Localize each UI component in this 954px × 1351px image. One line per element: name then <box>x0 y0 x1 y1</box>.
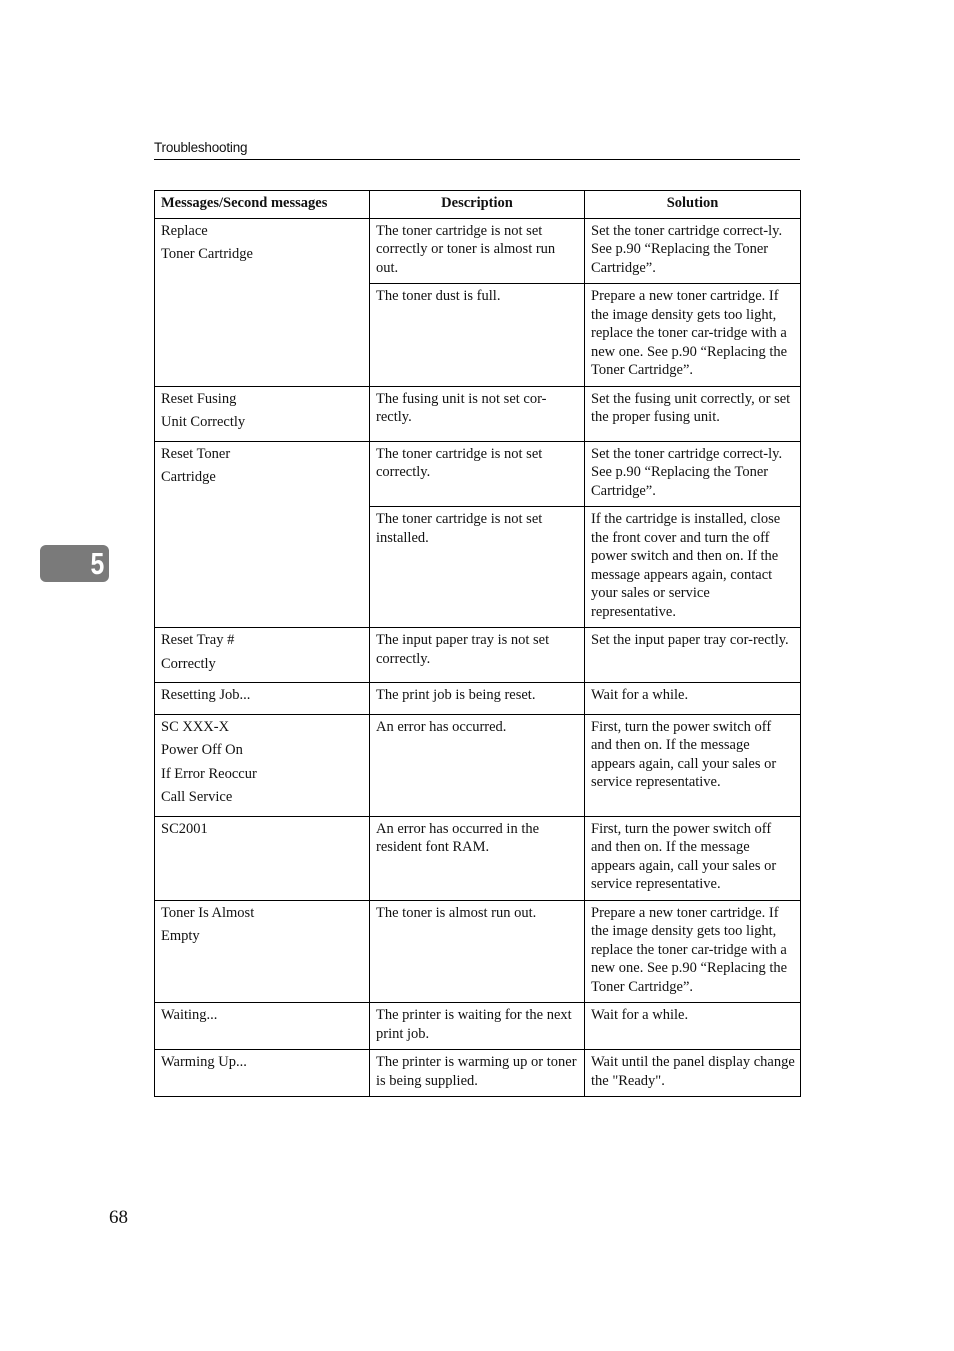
solution-cell: First, turn the power switch off and then on. If the message appears again, call your sales or service representative. <box>585 816 801 900</box>
table-row <box>155 1050 801 1097</box>
message-cell <box>155 816 370 900</box>
message-line: Waiting... <box>161 1007 218 1023</box>
chapter-tab <box>40 545 109 582</box>
solution-cell: Set the fusing unit correctly, or set the proper fusing unit. <box>585 386 801 441</box>
solution-cell: Set the toner cartridge correct-ly. See p.90 “Replacing the Toner Cartridge”. <box>585 218 801 284</box>
table-row <box>155 386 801 441</box>
message-line: SC2001 <box>161 820 208 837</box>
description-cell: An error has occurred. <box>370 714 585 816</box>
table-row <box>155 683 801 715</box>
table-body <box>155 218 801 1097</box>
description-cell: The toner cartridge is not set correctly or toner is almost run out. <box>370 218 585 284</box>
description-cell: The toner is almost run out. <box>370 900 585 1003</box>
message-line: Power Off On <box>161 742 243 758</box>
message-cell <box>155 1003 370 1050</box>
solution-cell: If the cartridge is installed, close the front cover and turn the off power switch and then on. If the message appears again, contact your sales or service representative. <box>585 507 801 628</box>
solution-cell: Set the toner cartridge correct-ly. See p.90 “Replacing the Toner Cartridge”. <box>585 441 801 507</box>
description-cell: The print job is being reset. <box>370 683 585 715</box>
message-line: Empty <box>161 928 200 944</box>
message-line: Correctly <box>161 655 216 672</box>
message-cell <box>155 628 370 683</box>
message-cell <box>155 441 370 628</box>
header-title: Troubleshooting <box>154 140 248 155</box>
message-line: Toner Is Almost <box>161 904 255 921</box>
description-cell: The toner cartridge is not set installed. <box>370 507 585 628</box>
description-cell: The input paper tray is not set correctly. <box>370 628 585 683</box>
solution-cell: Wait for a while. <box>585 1003 801 1050</box>
description-cell: An error has occurred in the resident font RAM. <box>370 816 585 900</box>
table-row <box>155 714 801 816</box>
table-row <box>155 900 801 1003</box>
chapter-number: 5 <box>90 546 104 581</box>
message-line: Warming Up... <box>161 1054 247 1070</box>
troubleshooting-table <box>154 190 801 1097</box>
table-row <box>155 441 801 507</box>
description-cell: The printer is warming up or toner is being supplied. <box>370 1050 585 1097</box>
message-line: Reset Toner <box>161 445 231 462</box>
message-line: Reset Tray # <box>161 632 235 648</box>
column-header-description: Description <box>370 191 585 219</box>
message-line: SC XXX-X <box>161 718 230 735</box>
description-cell: The fusing unit is not set cor-rectly. <box>370 386 585 441</box>
solution-cell: Wait until the panel display change the "Ready". <box>585 1050 801 1097</box>
page-number: 68 <box>109 1207 128 1228</box>
table-row <box>155 628 801 683</box>
table-row <box>155 218 801 284</box>
message-cell <box>155 900 370 1003</box>
message-line: Toner Cartridge <box>161 246 253 262</box>
message-line: Call Service <box>161 789 233 805</box>
message-cell <box>155 386 370 441</box>
column-header-messages: Messages/Second messages <box>155 191 370 219</box>
solution-cell: First, turn the power switch off and then on. If the message appears again, call your sales or service representative. <box>585 714 801 816</box>
message-line: Cartridge <box>161 469 216 485</box>
description-cell: The toner cartridge is not set correctly. <box>370 441 585 507</box>
running-header <box>154 139 800 160</box>
message-cell <box>155 714 370 816</box>
solution-cell: Set the input paper tray cor-rectly. <box>585 628 801 683</box>
solution-cell: Prepare a new toner cartridge. If the image density gets too light, replace the toner car-tridge with a new one. See p.90 “Replacing the Toner Cartridge”. <box>585 284 801 387</box>
solution-cell: Wait for a while. <box>585 683 801 715</box>
solution-cell: Prepare a new toner cartridge. If the image density gets too light, replace the toner car-tridge with a new one. See p.90 “Replacing the Toner Cartridge”. <box>585 900 801 1003</box>
message-line: Reset Fusing <box>161 390 237 407</box>
message-cell <box>155 683 370 715</box>
description-cell: The toner dust is full. <box>370 284 585 387</box>
message-cell <box>155 218 370 386</box>
description-cell: The printer is waiting for the next print job. <box>370 1003 585 1050</box>
table-header-row <box>155 191 801 219</box>
column-header-solution: Solution <box>585 191 801 219</box>
message-line: Resetting Job... <box>161 687 251 703</box>
table-row <box>155 1003 801 1050</box>
table-row <box>155 816 801 900</box>
message-cell <box>155 1050 370 1097</box>
message-line: If Error Reoccur <box>161 765 257 782</box>
message-line: Replace <box>161 222 208 239</box>
message-line: Unit Correctly <box>161 414 246 430</box>
